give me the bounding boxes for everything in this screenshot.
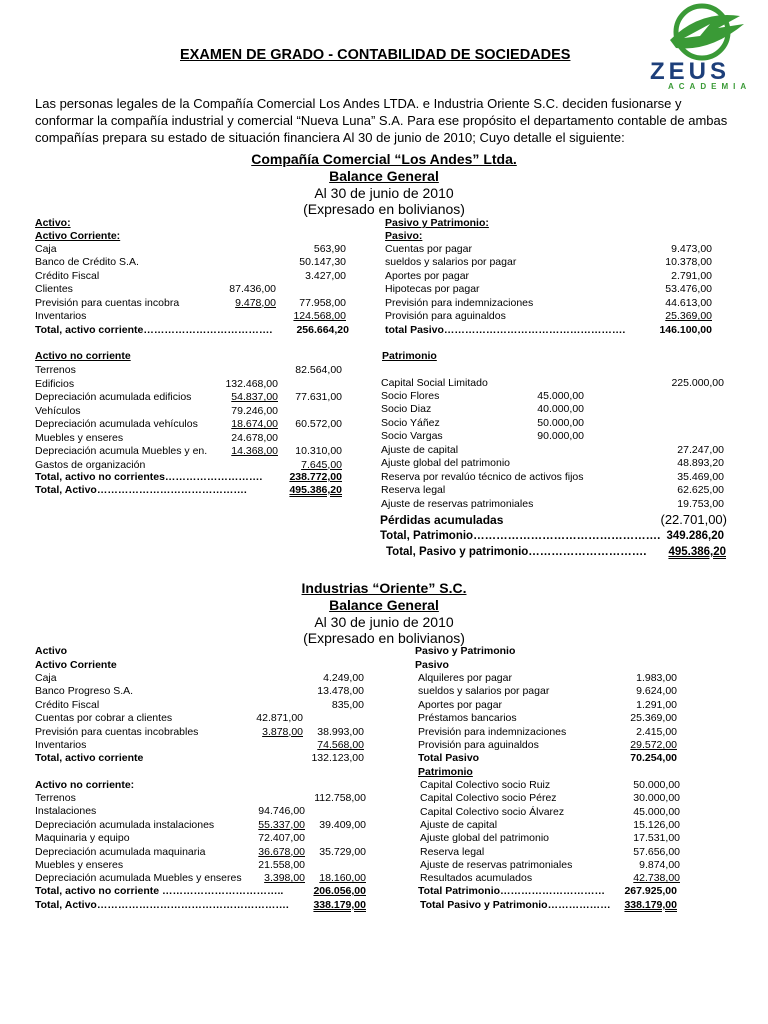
c2-noncurrent-asset-subvalue: 55.337,00 xyxy=(258,818,305,831)
c1-noncurrent-asset-label: Gastos de organización xyxy=(35,458,146,471)
c2-equity-item-label: Reserva legal xyxy=(420,845,485,858)
c1-liability-label: Hipotecas por pagar xyxy=(385,283,480,296)
c1-partner-value: 50.000,00 xyxy=(537,416,584,429)
c1-liability-value: 2.791,00 xyxy=(671,269,712,282)
c2-activo-heading: Activo xyxy=(35,645,68,657)
c2-total-current-label: Total, activo corriente xyxy=(35,752,144,764)
c2-total-noncurrent-value: 206.056,00 xyxy=(313,885,366,897)
c2-liability-label: Provisión para aguinaldos xyxy=(418,739,539,751)
c2-equity-item-value: 9.874,00 xyxy=(639,858,680,871)
c1-noncurrent-asset-label: Vehículos xyxy=(35,404,81,417)
c2-current-asset-label: Previsión para cuentas incobrables xyxy=(35,725,199,738)
c1-noncurrent-asset-label: Depreciación acumulada vehículos xyxy=(35,418,198,430)
c1-noncurrent-asset-value: 7.645,00 xyxy=(301,458,342,471)
c1-noncurrent-asset-label: Terrenos xyxy=(35,364,76,376)
c2-equity-item-label: Ajuste de capital xyxy=(420,818,498,831)
c2-equity-item-value: 17.531,00 xyxy=(633,832,680,845)
c1-liability-value: 53.476,00 xyxy=(665,283,712,296)
c2-noncurrent-asset-value: 35.729,00 xyxy=(319,845,366,858)
c1-liability-value: 10.378,00 xyxy=(665,256,712,269)
c2-liability-label: Aportes por pagar xyxy=(418,698,503,711)
c1-total-current-label: Total, activo corriente………………………………. xyxy=(35,324,273,336)
zeus-academia-logo xyxy=(640,2,766,94)
c1-liability-value: 44.613,00 xyxy=(665,296,712,309)
c2-liability-value: 25.369,00 xyxy=(630,712,677,725)
c1-noncurrent-asset-label: Muebles y enseres xyxy=(35,431,124,444)
c1-current-asset-label: Crédito Fiscal xyxy=(35,269,100,282)
c2-pasivo-heading: Pasivo xyxy=(415,659,449,671)
c1-current-asset-subvalue: 87.436,00 xyxy=(229,283,276,296)
c2-equity-item-value: 42.738,00 xyxy=(633,872,680,885)
c1-equity-item-value: 48.893,20 xyxy=(677,457,724,470)
c1-total-noncurrent-label: Total, activo no corrientes………………………. xyxy=(35,471,263,483)
company2-name: Industrias “Oriente” S.C. xyxy=(301,580,467,596)
c1-noncurrent-asset-value: 60.572,00 xyxy=(295,418,342,430)
c2-equity-item-label: Capital Colectivo socio Álvarez xyxy=(420,805,565,818)
c2-noncurrent-asset-value: 39.409,00 xyxy=(319,818,366,831)
c1-noncurrent-asset-subvalue: 132.468,00 xyxy=(225,377,278,390)
c1-current-asset-value: 77.958,00 xyxy=(299,296,346,309)
c1-equity-item-value: 35.469,00 xyxy=(677,470,724,483)
c1-noncurrent-asset-value: 82.564,00 xyxy=(295,364,342,376)
c1-partner-value: 90.000,00 xyxy=(537,430,584,443)
c2-equity-item-label: Capital Colectivo socio Pérez xyxy=(420,792,557,805)
c1-equity-item-value: 62.625,00 xyxy=(677,484,724,497)
company1-statement: Balance General xyxy=(329,168,439,184)
c1-equity-item-value: 27.247,00 xyxy=(677,444,724,456)
c1-liability-value: 25.369,00 xyxy=(665,310,712,322)
c1-noncurrent-asset-label: Depreciación acumula Muebles y en. xyxy=(35,445,208,457)
c1-current-asset-label: Clientes xyxy=(35,283,73,296)
c1-noncurrent-asset-subvalue: 14.368,00 xyxy=(231,445,278,457)
c1-liability-label: Cuentas por pagar xyxy=(385,243,472,255)
c2-liability-label: Préstamos bancarios xyxy=(418,712,517,725)
c1-patrimonio-heading: Patrimonio xyxy=(382,350,437,362)
c2-total-le-label: Total Pasivo y Patrimonio……………… xyxy=(420,899,611,911)
c1-losses-label: Pérdidas acumuladas xyxy=(380,513,504,527)
c2-liability-value: 1.983,00 xyxy=(636,672,677,684)
c2-equity-item-value: 30.000,00 xyxy=(633,792,680,805)
c2-total-noncurrent-label: Total, activo no corriente …………………………….. xyxy=(35,885,284,897)
c2-equity-item-label: Resultados acumulados xyxy=(420,872,533,885)
intro-paragraph: Las personas legales de la Compañía Comercial Los Andes LTDA. e Industria Oriente S.C. deciden fusionarse y conformar la compañía industrial y comercial “Nueva Luna” S.A. Para ese propósito el departamento contable de ambas compañías prepara su estado de situación financiera Al 30 de junio de 2010; Cuyo detalle el siguiente: xyxy=(35,96,728,145)
company2-statement: Balance General xyxy=(329,597,439,613)
c1-total-noncurrent-value: 238.772,00 xyxy=(289,471,342,483)
company2-currency: (Expresado en bolivianos) xyxy=(303,630,465,646)
c1-noncurrent-asset-value: 77.631,00 xyxy=(295,391,342,403)
c2-noncurrent-asset-subvalue: 21.558,00 xyxy=(258,859,305,871)
c1-partner-label: Socio Vargas xyxy=(381,430,443,443)
c2-liability-label: sueldos y salarios por pagar xyxy=(418,685,550,698)
c2-total-assets-label: Total, Activo………………………………………………. xyxy=(35,899,289,911)
c1-activo-heading: Activo: xyxy=(35,217,71,229)
c1-total-le-label: Total, Pasivo y patrimonio…………………………. xyxy=(386,546,647,558)
logo-subtitle: ACADEMIA xyxy=(668,82,752,91)
c1-noncurrent-asset-subvalue: 54.837,00 xyxy=(231,391,278,403)
c1-partner-value: 45.000,00 xyxy=(537,390,584,402)
c2-total-liab-label: Total Pasivo xyxy=(418,752,480,764)
c1-total-equity-value: 349.286,20 xyxy=(666,530,724,542)
c1-liability-label: sueldos y salarios por pagar xyxy=(385,256,517,269)
c1-capital-label: Capital Social Limitado xyxy=(381,377,488,389)
c2-current-asset-value: 13.478,00 xyxy=(317,685,364,698)
c2-total-equity-value: 267.925,00 xyxy=(624,885,677,897)
c2-current-asset-label: Crédito Fiscal xyxy=(35,698,100,711)
c2-noncurrent-heading: Activo no corriente: xyxy=(35,779,135,791)
c2-current-asset-value: 38.993,00 xyxy=(317,725,364,738)
c1-pasivo-patrimonio-heading: Pasivo y Patrimonio: xyxy=(385,217,489,229)
c2-current-asset-label: Caja xyxy=(35,672,57,684)
c2-equity-item-value: 57.656,00 xyxy=(633,845,680,858)
c2-total-current-value: 132.123,00 xyxy=(311,752,364,764)
c1-equity-item-label: Ajuste de reservas patrimoniales xyxy=(381,497,534,510)
c1-capital-value: 225.000,00 xyxy=(671,377,724,389)
c2-liability-value: 29.572,00 xyxy=(630,739,677,751)
c1-partner-value: 40.000,00 xyxy=(537,403,584,416)
c2-current-asset-label: Cuentas por cobrar a clientes xyxy=(35,712,173,725)
c2-current-asset-label: Inventarios xyxy=(35,739,87,751)
company1-name: Compañía Comercial “Los Andes” Ltda. xyxy=(251,151,517,167)
company2-date: Al 30 de junio de 2010 xyxy=(314,614,454,630)
c1-liability-value: 9.473,00 xyxy=(671,243,712,255)
c1-total-current-value: 256.664,20 xyxy=(296,324,349,336)
c2-liability-value: 9.624,00 xyxy=(636,685,677,698)
c2-current-asset-value: 4.249,00 xyxy=(323,672,364,684)
c1-noncurrent-asset-label: Edificios xyxy=(35,377,75,390)
c2-liability-label: Previsión para indemnizaciones xyxy=(418,725,567,738)
c1-liability-label: Previsión para indemnizaciones xyxy=(385,296,534,309)
c1-current-asset-subvalue: 9.478,00 xyxy=(235,296,276,309)
c1-total-equity-label: Total, Patrimonio…………………………………………. xyxy=(380,530,661,542)
c1-current-asset-value: 124.568,00 xyxy=(293,310,346,322)
c2-noncurrent-asset-subvalue: 3.398,00 xyxy=(264,872,305,885)
c1-equity-item-label: Ajuste de capital xyxy=(381,444,459,456)
c1-total-assets-label: Total, Activo……………………………………. xyxy=(35,484,247,496)
c2-noncurrent-asset-label: Maquinaria y equipo xyxy=(35,832,130,845)
c2-equity-item-label: Capital Colectivo socio Ruiz xyxy=(420,779,551,791)
c2-total-assets-value: 338.179,00 xyxy=(313,899,366,911)
c1-noncurrent-asset-value: 10.310,00 xyxy=(295,445,342,457)
c1-partner-label: Socio Diaz xyxy=(381,403,432,416)
c1-activo-corriente-heading: Activo Corriente: xyxy=(35,230,121,242)
c1-liability-label: Aportes por pagar xyxy=(385,269,470,282)
c2-patrimonio-heading: Patrimonio xyxy=(418,766,473,778)
c1-current-asset-label: Caja xyxy=(35,243,57,255)
c1-current-asset-value: 50.147,30 xyxy=(299,256,346,269)
c2-noncurrent-asset-label: Muebles y enseres xyxy=(35,859,124,871)
c2-noncurrent-asset-subvalue: 72.407,00 xyxy=(258,832,305,845)
c2-current-asset-subvalue: 42.871,00 xyxy=(256,712,303,725)
c2-equity-item-value: 15.126,00 xyxy=(633,818,680,831)
c1-equity-item-label: Reserva por revalúo técnico de activos fijos xyxy=(381,470,584,483)
c2-total-equity-label: Total Patrimonio………………………… xyxy=(418,885,606,897)
c2-noncurrent-asset-label: Depreciación acumulada Muebles y enseres xyxy=(35,872,242,885)
c1-noncurrent-asset-subvalue: 79.246,00 xyxy=(231,404,278,417)
c1-total-le-value: 495.386,20 xyxy=(668,546,726,558)
c1-current-asset-value: 3.427,00 xyxy=(305,269,346,282)
c2-noncurrent-asset-value: 112.758,00 xyxy=(314,792,366,804)
c2-current-asset-value: 74.568,00 xyxy=(317,739,364,751)
company1-date: Al 30 de junio de 2010 xyxy=(314,185,454,201)
c1-equity-item-label: Ajuste global del patrimonio xyxy=(381,457,510,470)
c2-current-asset-label: Banco Progreso S.A. xyxy=(35,685,134,698)
c1-equity-item-value: 19.753,00 xyxy=(677,497,724,510)
c2-equity-item-label: Ajuste global del patrimonio xyxy=(420,832,549,845)
c2-equity-item-label: Ajuste de reservas patrimoniales xyxy=(420,858,573,871)
c1-total-liab-label: total Pasivo……………………………………………. xyxy=(385,324,626,336)
c1-pasivo-heading: Pasivo: xyxy=(385,230,423,242)
c2-noncurrent-asset-label: Terrenos xyxy=(35,792,76,804)
c1-current-asset-label: Banco de Crédito S.A. xyxy=(35,256,139,269)
company1-currency: (Expresado en bolivianos) xyxy=(303,201,465,217)
c2-noncurrent-asset-subvalue: 94.746,00 xyxy=(258,805,305,818)
c1-total-assets-value: 495.386,20 xyxy=(289,484,342,496)
c2-equity-item-value: 45.000,00 xyxy=(633,805,680,818)
c2-total-le-value: 338.179,00 xyxy=(624,899,677,911)
c2-noncurrent-asset-subvalue: 36.678,00 xyxy=(258,845,305,858)
c1-noncurrent-asset-subvalue: 24.678,00 xyxy=(231,431,278,444)
c1-current-asset-label: Inventarios xyxy=(35,310,87,322)
c2-equity-item-value: 50.000,00 xyxy=(633,779,680,791)
c2-noncurrent-asset-value: 18.160,00 xyxy=(319,872,366,885)
c2-pasivo-patrimonio-heading: Pasivo y Patrimonio xyxy=(415,645,516,657)
page-title: EXAMEN DE GRADO - CONTABILIDAD DE SOCIEDADES xyxy=(180,47,571,63)
c1-liability-label: Provisión para aguinaldos xyxy=(385,310,506,322)
c1-noncurrent-asset-subvalue: 18.674,00 xyxy=(231,418,278,430)
c2-liability-label: Alquileres por pagar xyxy=(418,672,512,684)
c2-noncurrent-asset-label: Instalaciones xyxy=(35,805,97,818)
c1-noncurrent-heading: Activo no corriente xyxy=(35,350,131,362)
c2-current-asset-subvalue: 3.878,00 xyxy=(262,725,303,738)
c2-liability-value: 1.291,00 xyxy=(636,698,677,711)
c1-equity-item-label: Reserva legal xyxy=(381,484,446,497)
c1-partner-label: Socio Yáñez xyxy=(381,416,440,429)
c1-losses-value: (22.701,00) xyxy=(660,512,727,527)
c2-total-liab-value: 70.254,00 xyxy=(630,752,677,764)
c2-noncurrent-asset-label: Depreciación acumulada instalaciones xyxy=(35,818,215,831)
c1-noncurrent-asset-label: Depreciación acumulada edificios xyxy=(35,391,192,403)
logo-wordmark: ZEUS xyxy=(650,58,731,85)
c1-total-liab-value: 146.100,00 xyxy=(659,324,712,336)
c2-liability-value: 2.415,00 xyxy=(636,725,677,738)
c2-noncurrent-asset-label: Depreciación acumulada maquinaria xyxy=(35,845,206,858)
c1-partner-label: Socio Flores xyxy=(381,390,440,402)
c1-current-asset-value: 563,90 xyxy=(313,243,346,255)
c2-current-asset-value: 835,00 xyxy=(331,698,364,711)
c2-activo-corriente-heading: Activo Corriente xyxy=(35,659,117,671)
c1-current-asset-label: Previsión para cuentas incobra xyxy=(35,296,180,309)
